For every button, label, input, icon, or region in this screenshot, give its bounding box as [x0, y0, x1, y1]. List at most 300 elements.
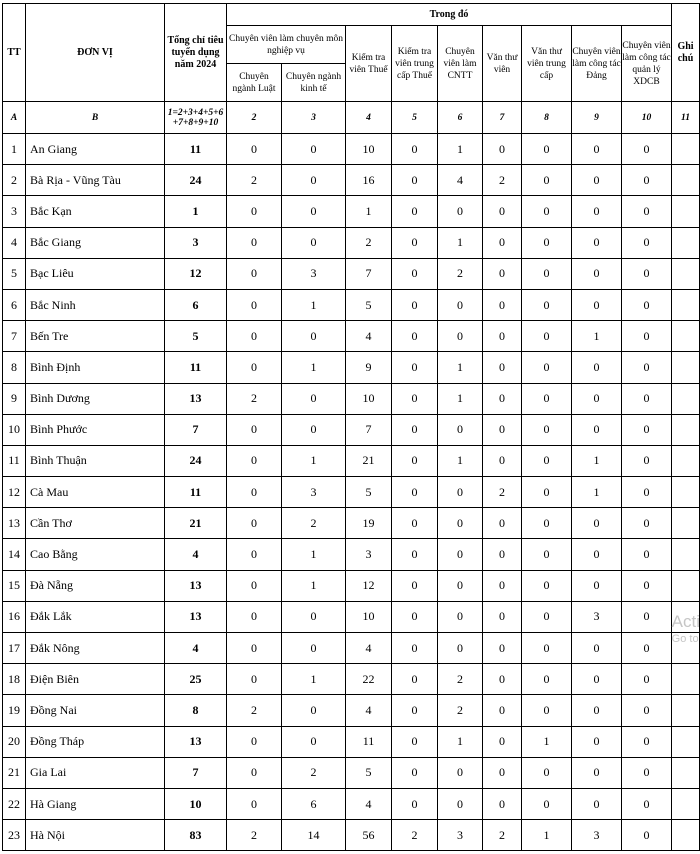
quota-cell-col2: 0: [227, 196, 282, 227]
note-cell: [672, 539, 700, 570]
row-number: 3: [3, 196, 26, 227]
total-quota: 21: [165, 508, 227, 539]
unit-name: Hà Nội: [26, 820, 165, 851]
table-row: [3, 165, 700, 196]
quota-cell-col4: 5: [346, 477, 392, 508]
quota-cell-col9: 0: [572, 289, 622, 320]
quota-cell-col7: 0: [483, 695, 522, 726]
quota-cell-col4: 4: [346, 633, 392, 664]
quota-cell-col8: 0: [522, 788, 572, 819]
quota-cell-col7: 0: [483, 788, 522, 819]
quota-cell-col8: 0: [522, 321, 572, 352]
quota-cell-col3: 0: [282, 601, 346, 632]
quota-cell-col4: 2: [346, 227, 392, 258]
quota-cell-col7: 2: [483, 165, 522, 196]
quota-cell-col6: 0: [438, 633, 483, 664]
table-row: [3, 601, 700, 632]
unit-name: Cao Bằng: [26, 539, 165, 570]
quota-cell-col8: 0: [522, 196, 572, 227]
quota-cell-col7: 0: [483, 414, 522, 445]
quota-cell-col8: 0: [522, 757, 572, 788]
note-cell: [672, 508, 700, 539]
note-cell: [672, 820, 700, 851]
table-row: [3, 352, 700, 383]
windows-activation-watermark: [672, 612, 700, 646]
quota-cell-col9: 0: [572, 695, 622, 726]
note-cell: [672, 321, 700, 352]
row-number: 20: [3, 726, 26, 757]
table-row: [3, 321, 700, 352]
row-number: 9: [3, 383, 26, 414]
total-quota: 8: [165, 695, 227, 726]
quota-cell-col9: 0: [572, 757, 622, 788]
quota-cell-col8: 0: [522, 134, 572, 165]
quota-cell-col2: 0: [227, 445, 282, 476]
quota-cell-col6: 1: [438, 726, 483, 757]
quota-cell-col5: 0: [392, 788, 438, 819]
quota-cell-col5: 0: [392, 289, 438, 320]
header-col3: Chuyên ngành kinh tế: [282, 64, 346, 102]
total-quota: 11: [165, 477, 227, 508]
quota-cell-col4: 4: [346, 695, 392, 726]
code-cell: 5: [392, 102, 438, 134]
quota-cell-col3: 2: [282, 757, 346, 788]
quota-cell-col9: 0: [572, 788, 622, 819]
quota-cell-col10: 0: [622, 508, 672, 539]
quota-cell-col9: 0: [572, 726, 622, 757]
header-tong-chi-tieu: Tổng chỉ tiêu tuyển dụng năm 2024: [165, 4, 227, 102]
quota-cell-col8: 1: [522, 820, 572, 851]
row-number: 1: [3, 134, 26, 165]
unit-name: An Giang: [26, 134, 165, 165]
code-cell: 4: [346, 102, 392, 134]
unit-name: Hà Giang: [26, 788, 165, 819]
header-col9: Chuyên viên làm công tác Đảng: [572, 26, 622, 102]
row-number: 10: [3, 414, 26, 445]
table-body: [3, 102, 700, 851]
quota-cell-col2: 0: [227, 726, 282, 757]
row-number: 8: [3, 352, 26, 383]
quota-cell-col5: 0: [392, 445, 438, 476]
note-cell: [672, 134, 700, 165]
quota-cell-col3: 14: [282, 820, 346, 851]
quota-cell-col4: 12: [346, 570, 392, 601]
quota-cell-col8: 0: [522, 477, 572, 508]
quota-cell-col2: 0: [227, 570, 282, 601]
total-quota: 13: [165, 726, 227, 757]
total-quota: 5: [165, 321, 227, 352]
quota-cell-col10: 0: [622, 134, 672, 165]
quota-cell-col5: 0: [392, 508, 438, 539]
quota-cell-col8: 0: [522, 664, 572, 695]
quota-cell-col2: 0: [227, 321, 282, 352]
quota-cell-col4: 11: [346, 726, 392, 757]
quota-cell-col3: 2: [282, 508, 346, 539]
code-cell: A: [3, 102, 26, 134]
row-number: 16: [3, 601, 26, 632]
table-row: [3, 445, 700, 476]
quota-cell-col10: 0: [622, 165, 672, 196]
quota-cell-col8: 0: [522, 227, 572, 258]
unit-name: Điện Biên: [26, 664, 165, 695]
quota-cell-col2: 0: [227, 633, 282, 664]
quota-cell-col7: 2: [483, 820, 522, 851]
row-number: 5: [3, 258, 26, 289]
total-quota: 11: [165, 352, 227, 383]
unit-name: Bình Thuận: [26, 445, 165, 476]
quota-cell-col4: 1: [346, 196, 392, 227]
quota-cell-col7: 0: [483, 726, 522, 757]
unit-name: Cà Mau: [26, 477, 165, 508]
quota-cell-col4: 7: [346, 258, 392, 289]
quota-cell-col9: 0: [572, 383, 622, 414]
header-don-vi: ĐƠN VỊ: [26, 4, 165, 102]
code-cell: B: [26, 102, 165, 134]
quota-cell-col9: 0: [572, 414, 622, 445]
total-quota: 4: [165, 633, 227, 664]
quota-cell-col5: 0: [392, 477, 438, 508]
quota-cell-col2: 0: [227, 477, 282, 508]
quota-cell-col7: 0: [483, 134, 522, 165]
table-row: [3, 788, 700, 819]
code-cell: 11: [672, 102, 700, 134]
quota-cell-col10: 0: [622, 258, 672, 289]
quota-cell-col4: 4: [346, 321, 392, 352]
unit-name: Bến Tre: [26, 321, 165, 352]
quota-cell-col2: 0: [227, 788, 282, 819]
note-cell: [672, 196, 700, 227]
code-cell: 3: [282, 102, 346, 134]
quota-cell-col10: 0: [622, 664, 672, 695]
quota-cell-col6: 0: [438, 196, 483, 227]
quota-cell-col8: 1: [522, 726, 572, 757]
quota-cell-col3: 0: [282, 695, 346, 726]
quota-cell-col8: 0: [522, 352, 572, 383]
row-number: 17: [3, 633, 26, 664]
quota-cell-col3: 0: [282, 165, 346, 196]
header-trong-do: Trong đó: [227, 4, 672, 26]
unit-name: Đắk Nông: [26, 633, 165, 664]
code-cell: 1=2+3+4+5+6 +7+8+9+10: [165, 102, 227, 134]
quota-cell-col6: 1: [438, 445, 483, 476]
quota-cell-col8: 0: [522, 289, 572, 320]
note-cell: [672, 788, 700, 819]
quota-cell-col3: 3: [282, 477, 346, 508]
quota-cell-col2: 0: [227, 539, 282, 570]
quota-cell-col4: 7: [346, 414, 392, 445]
quota-cell-col2: 0: [227, 601, 282, 632]
unit-name: Bắc Kạn: [26, 196, 165, 227]
unit-name: Đắk Lắk: [26, 601, 165, 632]
quota-cell-col8: 0: [522, 633, 572, 664]
quota-cell-col3: 0: [282, 134, 346, 165]
table-row: [3, 664, 700, 695]
quota-cell-col6: 1: [438, 352, 483, 383]
quota-cell-col4: 16: [346, 165, 392, 196]
note-cell: [672, 695, 700, 726]
quota-cell-col10: 0: [622, 726, 672, 757]
quota-cell-col8: 0: [522, 258, 572, 289]
quota-cell-col4: 22: [346, 664, 392, 695]
header-col2: Chuyên ngành Luật: [227, 64, 282, 102]
quota-cell-col2: 2: [227, 165, 282, 196]
quota-cell-col7: 0: [483, 633, 522, 664]
quota-cell-col6: 2: [438, 258, 483, 289]
header-col8: Văn thư viên trung cấp: [522, 26, 572, 102]
quota-cell-col9: 0: [572, 258, 622, 289]
quota-cell-col10: 0: [622, 477, 672, 508]
quota-cell-col5: 0: [392, 726, 438, 757]
total-quota: 13: [165, 383, 227, 414]
quota-cell-col6: 1: [438, 383, 483, 414]
quota-cell-col10: 0: [622, 570, 672, 601]
row-number: 2: [3, 165, 26, 196]
quota-cell-col2: 0: [227, 352, 282, 383]
quota-cell-col5: 2: [392, 820, 438, 851]
quota-cell-col10: 0: [622, 539, 672, 570]
quota-cell-col3: 1: [282, 539, 346, 570]
note-cell: [672, 726, 700, 757]
unit-name: Bạc Liêu: [26, 258, 165, 289]
quota-cell-col7: 0: [483, 258, 522, 289]
code-cell: 8: [522, 102, 572, 134]
quota-cell-col5: 0: [392, 227, 438, 258]
quota-cell-col3: 6: [282, 788, 346, 819]
code-cell: 9: [572, 102, 622, 134]
table-row: [3, 820, 700, 851]
quota-cell-col2: 0: [227, 757, 282, 788]
quota-cell-col9: 3: [572, 820, 622, 851]
table-row: [3, 196, 700, 227]
quota-cell-col3: 1: [282, 289, 346, 320]
total-quota: 1: [165, 196, 227, 227]
quota-cell-col9: 1: [572, 445, 622, 476]
quota-cell-col2: 0: [227, 664, 282, 695]
quota-cell-col10: 0: [622, 196, 672, 227]
table-row: [3, 633, 700, 664]
row-number: 18: [3, 664, 26, 695]
quota-cell-col9: 0: [572, 570, 622, 601]
note-cell: [672, 664, 700, 695]
quota-cell-col7: 0: [483, 352, 522, 383]
quota-cell-col10: 0: [622, 757, 672, 788]
quota-cell-col6: 0: [438, 539, 483, 570]
quota-cell-col7: 0: [483, 321, 522, 352]
row-number: 12: [3, 477, 26, 508]
quota-cell-col7: 2: [483, 477, 522, 508]
quota-cell-col6: 2: [438, 695, 483, 726]
quota-cell-col4: 9: [346, 352, 392, 383]
quota-cell-col4: 21: [346, 445, 392, 476]
quota-cell-col6: 0: [438, 414, 483, 445]
total-quota: 6: [165, 289, 227, 320]
total-quota: 24: [165, 165, 227, 196]
total-quota: 24: [165, 445, 227, 476]
table-row: [3, 477, 700, 508]
quota-cell-col6: 0: [438, 508, 483, 539]
quota-cell-col2: 2: [227, 383, 282, 414]
quota-cell-col5: 0: [392, 383, 438, 414]
quota-cell-col5: 0: [392, 570, 438, 601]
header-tt: TT: [3, 4, 26, 102]
quota-cell-col8: 0: [522, 570, 572, 601]
table-row: [3, 414, 700, 445]
quota-cell-col4: 56: [346, 820, 392, 851]
quota-cell-col7: 0: [483, 289, 522, 320]
quota-cell-col5: 0: [392, 601, 438, 632]
quota-cell-col7: 0: [483, 757, 522, 788]
quota-cell-col10: 0: [622, 820, 672, 851]
quota-cell-col10: 0: [622, 445, 672, 476]
quota-cell-col3: 0: [282, 227, 346, 258]
note-cell: [672, 757, 700, 788]
unit-name: Gia Lai: [26, 757, 165, 788]
total-quota: 3: [165, 227, 227, 258]
table-row: [3, 508, 700, 539]
table-row: [3, 383, 700, 414]
row-number: 13: [3, 508, 26, 539]
quota-cell-col3: 3: [282, 258, 346, 289]
quota-cell-col7: 0: [483, 196, 522, 227]
quota-cell-col3: 0: [282, 321, 346, 352]
unit-name: Bắc Giang: [26, 227, 165, 258]
total-quota: 10: [165, 788, 227, 819]
quota-cell-col2: 2: [227, 695, 282, 726]
quota-cell-col7: 0: [483, 664, 522, 695]
quota-cell-col9: 0: [572, 352, 622, 383]
quota-cell-col5: 0: [392, 695, 438, 726]
table-row: [3, 258, 700, 289]
total-quota: 25: [165, 664, 227, 695]
code-cell: 2: [227, 102, 282, 134]
quota-cell-col3: 1: [282, 445, 346, 476]
table-row: [3, 695, 700, 726]
quota-cell-col9: 0: [572, 227, 622, 258]
quota-cell-col9: 0: [572, 134, 622, 165]
note-cell: [672, 352, 700, 383]
quota-cell-col5: 0: [392, 352, 438, 383]
quota-cell-col7: 0: [483, 570, 522, 601]
quota-cell-col6: 0: [438, 788, 483, 819]
quota-cell-col4: 5: [346, 757, 392, 788]
row-number: 14: [3, 539, 26, 570]
column-codes-row: [3, 102, 700, 134]
quota-cell-col6: 0: [438, 601, 483, 632]
quota-cell-col9: 0: [572, 508, 622, 539]
quota-cell-col8: 0: [522, 539, 572, 570]
quota-cell-col2: 2: [227, 820, 282, 851]
total-quota: 7: [165, 414, 227, 445]
quota-cell-col7: 0: [483, 445, 522, 476]
quota-cell-col7: 0: [483, 227, 522, 258]
quota-cell-col10: 0: [622, 383, 672, 414]
quota-cell-col5: 0: [392, 539, 438, 570]
quota-cell-col5: 0: [392, 321, 438, 352]
quota-cell-col4: 19: [346, 508, 392, 539]
quota-cell-col6: 2: [438, 664, 483, 695]
table-row: [3, 289, 700, 320]
quota-cell-col3: 1: [282, 664, 346, 695]
quota-cell-col10: 0: [622, 352, 672, 383]
quota-cell-col9: 0: [572, 539, 622, 570]
quota-cell-col4: 10: [346, 134, 392, 165]
quota-cell-col3: 0: [282, 383, 346, 414]
quota-cell-col5: 0: [392, 633, 438, 664]
quota-cell-col5: 0: [392, 414, 438, 445]
watermark-line1: Acti: [671, 612, 700, 631]
quota-cell-col10: 0: [622, 321, 672, 352]
quota-cell-col10: 0: [622, 414, 672, 445]
quota-cell-col10: 0: [622, 788, 672, 819]
unit-name: Bà Rịa - Vũng Tàu: [26, 165, 165, 196]
unit-name: Đồng Nai: [26, 695, 165, 726]
header-chuyen-vien-group: Chuyên viên làm chuyên môn nghiệp vụ: [227, 26, 346, 64]
quota-cell-col4: 10: [346, 601, 392, 632]
quota-cell-col5: 0: [392, 258, 438, 289]
quota-cell-col4: 10: [346, 383, 392, 414]
quota-cell-col6: 0: [438, 757, 483, 788]
note-cell: [672, 165, 700, 196]
quota-cell-col7: 0: [483, 508, 522, 539]
unit-name: Bình Dương: [26, 383, 165, 414]
total-quota: 13: [165, 570, 227, 601]
note-cell: [672, 227, 700, 258]
quota-cell-col3: 0: [282, 414, 346, 445]
quota-cell-col10: 0: [622, 601, 672, 632]
quota-cell-col2: 0: [227, 414, 282, 445]
quota-cell-col10: 0: [622, 227, 672, 258]
total-quota: 7: [165, 757, 227, 788]
quota-cell-col3: 0: [282, 196, 346, 227]
quota-cell-col6: 0: [438, 477, 483, 508]
quota-cell-col8: 0: [522, 601, 572, 632]
total-quota: 13: [165, 601, 227, 632]
quota-cell-col8: 0: [522, 165, 572, 196]
quota-cell-col9: 0: [572, 664, 622, 695]
row-number: 23: [3, 820, 26, 851]
quota-cell-col10: 0: [622, 633, 672, 664]
header-ghi-chu: Ghi chú: [672, 4, 700, 102]
total-quota: 83: [165, 820, 227, 851]
note-cell: [672, 383, 700, 414]
total-quota: 11: [165, 134, 227, 165]
quota-cell-col9: 3: [572, 601, 622, 632]
quota-cell-col2: 0: [227, 134, 282, 165]
quota-cell-col4: 5: [346, 289, 392, 320]
total-quota: 4: [165, 539, 227, 570]
table-row: [3, 570, 700, 601]
quota-cell-col3: 1: [282, 352, 346, 383]
quota-cell-col10: 0: [622, 289, 672, 320]
unit-name: Đà Nẵng: [26, 570, 165, 601]
quota-cell-col4: 4: [346, 788, 392, 819]
row-number: 11: [3, 445, 26, 476]
quota-cell-col5: 0: [392, 196, 438, 227]
row-number: 7: [3, 321, 26, 352]
unit-name: Bình Phước: [26, 414, 165, 445]
unit-name: Bình Định: [26, 352, 165, 383]
quota-cell-col9: 0: [572, 196, 622, 227]
unit-name: Bắc Ninh: [26, 289, 165, 320]
quota-cell-col6: 3: [438, 820, 483, 851]
header-col6: Chuyên viên làm CNTT: [438, 26, 483, 102]
quota-cell-col5: 0: [392, 165, 438, 196]
header-col10: Chuyên viên làm công tác quản lý XDCB: [622, 26, 672, 102]
quota-cell-col5: 0: [392, 664, 438, 695]
note-cell: [672, 414, 700, 445]
quota-cell-col4: 3: [346, 539, 392, 570]
code-cell: 6: [438, 102, 483, 134]
